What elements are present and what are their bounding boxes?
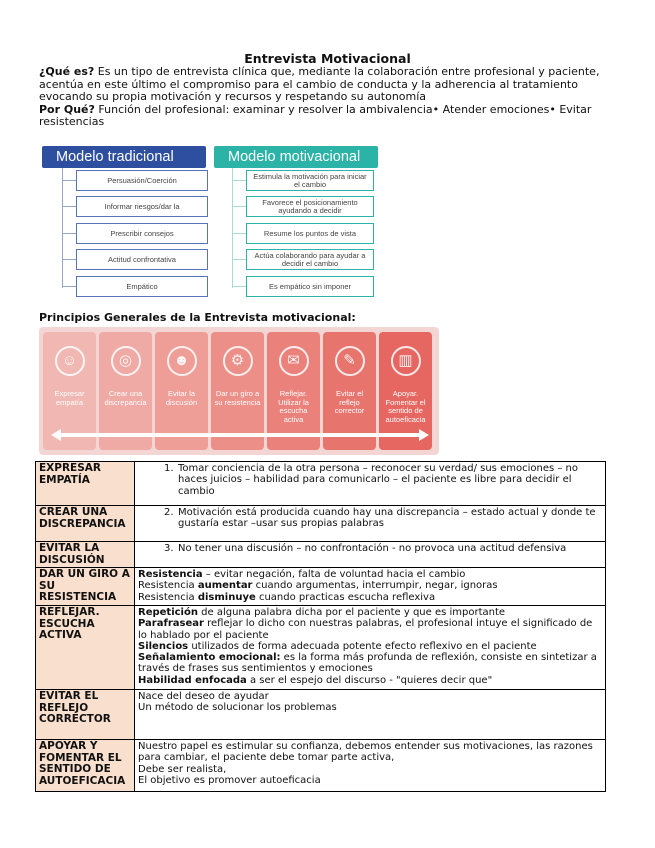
emphasis-text: Señalamiento emocional: <box>138 652 281 664</box>
motivational-model-item: Resume los puntos de vista <box>246 223 374 244</box>
model-comparison-diagram <box>42 146 378 298</box>
line-text: reflejar lo dicho con nuestras palabras, el profesional intuye el significado de lo hablado por el paciente <box>138 618 593 641</box>
line-text: es la forma más profunda de reflexión, consiste en sintetizar a través de frases sus sentimientos y emociones <box>138 652 597 675</box>
tree-connector <box>62 180 76 181</box>
table-row <box>36 506 606 542</box>
smiley-icon: ☺ <box>55 346 85 376</box>
item-number: 3. <box>164 543 174 554</box>
emphasis-text: Parafrasear <box>138 618 204 630</box>
por-que-text: Función del profesional: examinar y resolver la ambivalencia• Atender emociones• Evitar resistencias <box>39 102 592 129</box>
intro-paragraph <box>39 66 609 129</box>
tree-connector <box>232 233 246 234</box>
line-text: cuando argumentas, interrumpir, negar, ignoras <box>252 580 498 592</box>
que-es-text: Es un tipo de entrevista clínica que, mediante la colaboración entre profesional y paciente, acentúa en este último el compromiso para el cambio de conducta y la adherencia al tratamiento evocando su propia motivación y recursos y respetando su autonomía <box>39 65 600 104</box>
group-icon: ☻ <box>167 346 197 376</box>
line-text: El objetivo es promover autoeficacia <box>138 774 321 786</box>
line-text: Resistencia <box>138 580 198 592</box>
item-text: Motivación está producida cuando hay una discrepancia – estado actual y donde te gustaría estar –usar sus propias palabras <box>178 507 596 530</box>
que-es-label: ¿Qué es? <box>39 65 95 78</box>
emphasis-text: Resistencia <box>138 569 203 580</box>
line-text: de alguna palabra dicha por el paciente y que es importante <box>197 607 506 618</box>
mail-icon: ✉ <box>279 346 309 376</box>
principle-label: Expresar empatía <box>54 389 85 407</box>
line-text: Nace del deseo de ayudar <box>138 691 269 702</box>
por-que-label: Por Qué? <box>39 102 95 116</box>
row-label: DAR UN GIRO A SU RESISTENCIA <box>36 568 135 606</box>
row-content <box>135 568 606 606</box>
emphasis-text: aumentar <box>197 580 253 592</box>
target-icon: ◎ <box>111 346 141 376</box>
tree-connector <box>62 168 63 288</box>
line-text: Resistencia <box>138 591 198 603</box>
row-content <box>135 506 606 542</box>
table-row <box>36 690 606 740</box>
tree-connector <box>62 286 76 287</box>
row-content <box>135 606 606 690</box>
arrow-right-icon <box>419 429 429 441</box>
line-text: Debe ser realista, <box>138 763 227 775</box>
line-text: – evitar negación, falta de voluntad hacia el cambio <box>202 569 466 580</box>
line-text: Nuestro papel es estimular su confianza, debemos entender sus motivaciones, las razones para cambiar, el paciente debe tomar parte activa, <box>138 741 593 764</box>
traditional-model-item: Actitud confrontativa <box>76 249 208 270</box>
row-label: CREAR UNA DISCREPANCIA <box>36 506 135 542</box>
emphasis-text: Silencios <box>138 640 189 652</box>
principle-label: Crear una discrepancia <box>104 389 147 407</box>
table-row <box>36 462 606 506</box>
line-text: cuando practicas escucha reflexiva <box>255 591 436 603</box>
row-label: EXPRESAR EMPATÍA <box>36 462 135 506</box>
motivational-model-item: Estimula la motivación para iniciar el cambio <box>246 170 374 191</box>
item-text: Tomar conciencia de la otra persona – reconocer su verdad/ sus emociones – no haces juicios – habilidad para comunicarlo – el paciente es libre para decidir el cambio <box>178 463 578 497</box>
motivational-model-item: Actúa colaborando para ayudar a decidir el cambio <box>246 249 374 270</box>
principle-label: Reflejar. Utilizar la escucha activa <box>278 389 309 424</box>
row-content <box>135 462 606 506</box>
row-label: EVITAR LA DISCUSIÓN <box>36 542 135 568</box>
traditional-model-item: Prescribir consejos <box>76 223 208 244</box>
table-row <box>36 606 606 690</box>
gears-icon: ⚙ <box>223 346 253 376</box>
emphasis-text: Repetición <box>138 607 198 618</box>
tree-connector <box>62 233 76 234</box>
row-content <box>135 740 606 792</box>
tree-connector <box>232 206 246 207</box>
principles-heading: Principios Generales de la Entrevista motivacional: <box>39 311 356 324</box>
table-row <box>36 568 606 606</box>
traditional-model-item: Informar riesgos/dar la <box>76 196 208 217</box>
tree-connector <box>62 206 76 207</box>
principles-graphic <box>39 327 439 455</box>
tree-connector <box>232 180 246 181</box>
document-title: Entrevista Motivacional <box>244 51 411 66</box>
item-number: 2. <box>164 507 174 518</box>
row-content <box>135 542 606 568</box>
row-label: EVITAR EL REFLEJO CORRECTOR <box>36 690 135 740</box>
motivational-model-item: Favorece el posicionamiento ayudando a decidir <box>246 196 374 217</box>
line-text: utilizados de forma adecuada potente efecto reflexivo en el paciente <box>188 640 537 652</box>
line-text: Un método de solucionar los problemas <box>138 702 337 714</box>
double-arrow-bar <box>57 433 421 437</box>
traditional-model-item: Persuasión/Coerción <box>76 170 208 191</box>
table-row <box>36 542 606 568</box>
pencil-icon: ✎ <box>335 346 365 376</box>
traditional-model-item: Empático <box>76 276 208 297</box>
tree-connector <box>62 259 76 260</box>
arrow-left-icon <box>51 429 61 441</box>
chart-icon: ▥ <box>391 346 421 376</box>
table-row <box>36 740 606 792</box>
row-content <box>135 690 606 740</box>
row-label: REFLEJAR. ESCUCHA ACTIVA <box>36 606 135 690</box>
row-label: APOYAR Y FOMENTAR EL SENTIDO DE AUTOEFICACIA <box>36 740 135 792</box>
tree-connector <box>232 286 246 287</box>
principle-label: Evitar la discusión <box>165 389 198 407</box>
motivational-model-item: Es empático sin imponer <box>246 276 374 297</box>
emphasis-text: disminuye <box>197 591 256 603</box>
tree-connector <box>232 259 246 260</box>
principle-label: Apoyar. Fomentar el sentido de autoeficacia <box>385 389 426 424</box>
motivational-model-heading: Modelo motivacional <box>214 146 378 168</box>
tree-connector <box>232 168 233 288</box>
emphasis-text: Habilidad enfocada <box>138 674 247 686</box>
traditional-model-heading: Modelo tradicional <box>42 146 206 168</box>
item-text: No tener una discusión – no confrontación - no provoca una actitud defensiva <box>178 543 567 554</box>
item-number: 1. <box>164 463 174 474</box>
principles-table <box>35 461 606 792</box>
principle-label: Evitar el reflejo corrector <box>334 389 365 415</box>
line-text: a ser el espejo del discurso - "quieres decir que" <box>246 674 493 686</box>
principle-label: Dar un giro a su resistencia <box>214 389 261 407</box>
